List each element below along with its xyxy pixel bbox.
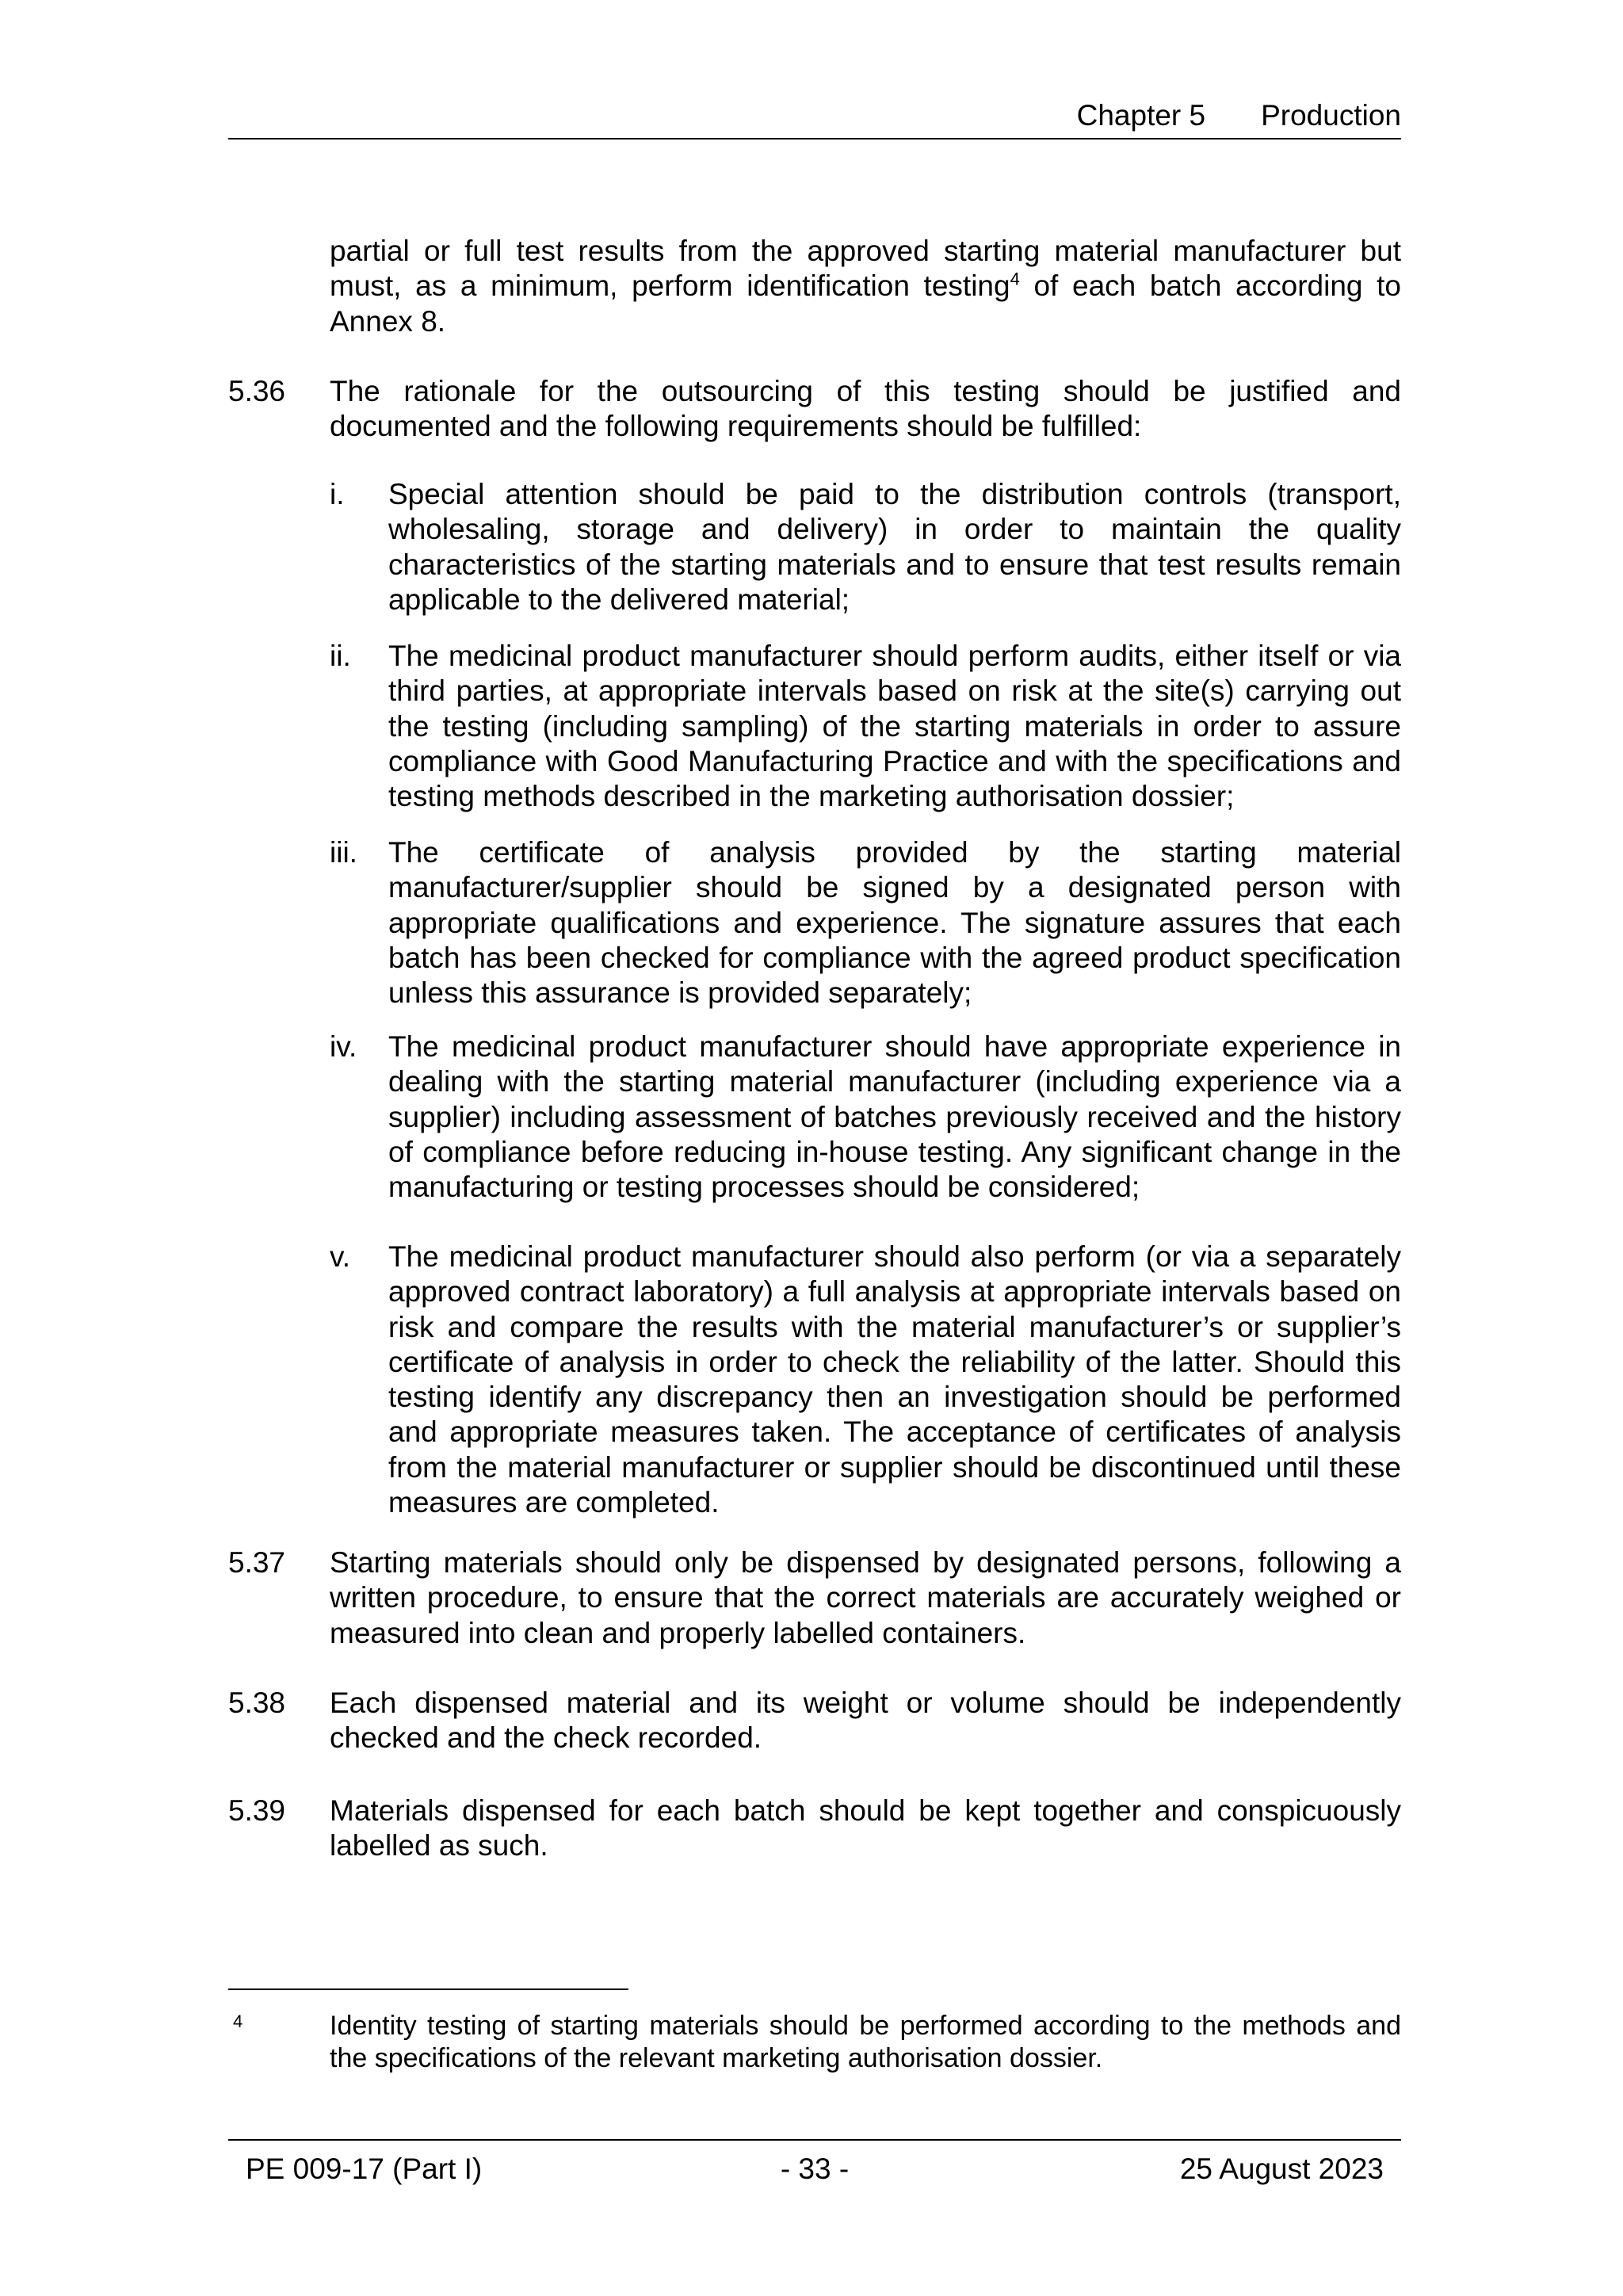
footer-date: 25 August 2023 bbox=[1179, 2153, 1384, 2185]
list-item-text: The certificate of analysis provided by the starting material manufacturer/supplier should be signed by a designated person with appropriate qualifications and experience. The signature assures that each batch has been checked for compliance with the agreed product specification unless this assurance is provided separately; bbox=[388, 836, 1401, 1010]
page-header bbox=[228, 98, 1401, 139]
paragraph-number: 5.38 bbox=[228, 1687, 286, 1719]
footnote-separator bbox=[228, 1988, 628, 1990]
list-item-number: i. bbox=[330, 478, 345, 510]
paragraph-text: The rationale for the outsourcing of this testing should be justified and documented and the following requirements should be fulfilled: bbox=[330, 375, 1401, 443]
list-item-number: iii. bbox=[330, 836, 357, 869]
list-item-number: iv. bbox=[330, 1030, 357, 1063]
list-item-text: The medicinal product manufacturer should perform audits, either itself or via third parties, at appropriate intervals based on risk at the site(s) carrying out the testing (including sampling) of the starting materials in order to assure compliance with Good Manufacturing Practice and with the specifications and testing methods described in the marketing authorisation dossier; bbox=[388, 640, 1401, 813]
list-item-text: The medicinal product manufacturer should also perform (or via a separately approved contract laboratory) a full analysis at appropriate intervals based on risk and compare the results with the material manufacturer’s or supplier’s certificate of analysis in order to check the reliability of the latter. Should this testing identify any discrepancy then an investigation should be performed and appropriate measures taken. The acceptance of certificates of analysis from the material manufacturer or supplier should be discontinued until these measures are completed. bbox=[388, 1240, 1401, 1519]
footnote-reference[interactable]: 4 bbox=[1010, 269, 1020, 289]
continuation-paragraph bbox=[330, 234, 1401, 339]
paragraph-number: 5.37 bbox=[228, 1546, 286, 1579]
footer-doc-ref: PE 009-17 (Part I) bbox=[246, 2153, 483, 2185]
footnote-mark: 4 bbox=[233, 2011, 243, 2031]
header-section: Production bbox=[1261, 99, 1401, 132]
list-item-number: ii. bbox=[330, 640, 351, 672]
list-item-text: Special attention should be paid to the distribution controls (transport, wholesaling, storage and delivery) in order to maintain the quality characteristics of the starting materials and to ensure that test results remain applicable to the delivered material; bbox=[388, 478, 1401, 616]
paragraph-text: Starting materials should only be dispensed by designated persons, following a written procedure, to ensure that the correct materials are accurately weighed or measured into clean and properly labelled containers. bbox=[330, 1546, 1401, 1649]
list-item-number: v. bbox=[330, 1240, 351, 1273]
continuation-text-end: of each batch according to Annex 8. bbox=[330, 269, 1401, 338]
header-chapter: Chapter 5 bbox=[1076, 99, 1206, 132]
footer-page-number: - 33 - bbox=[780, 2153, 850, 2185]
page-footer bbox=[228, 2139, 1401, 2185]
list-item-text: The medicinal product manufacturer should have appropriate experience in dealing with the starting material manufacturer (including experience via a supplier) including assessment of batches previously received and the history of compliance before reducing in-house testing. Any significant change in the manufacturing or testing processes should be considered; bbox=[388, 1030, 1401, 1204]
footnote-text: Identity testing of starting materials should be performed according to the methods and the specifications of the relevant marketing authorisation dossier. bbox=[330, 2011, 1401, 2073]
paragraph-number: 5.36 bbox=[228, 375, 286, 407]
paragraph-number: 5.39 bbox=[228, 1794, 286, 1827]
paragraph-text: Materials dispensed for each batch should be kept together and conspicuously labelled as such. bbox=[330, 1794, 1401, 1862]
continuation-text: partial or full test results from the approved starting material manufacturer but must, as a minimum, perform identification testing bbox=[330, 235, 1401, 303]
paragraph-text: Each dispensed material and its weight or volume should be independently checked and the check recorded. bbox=[330, 1687, 1401, 1755]
